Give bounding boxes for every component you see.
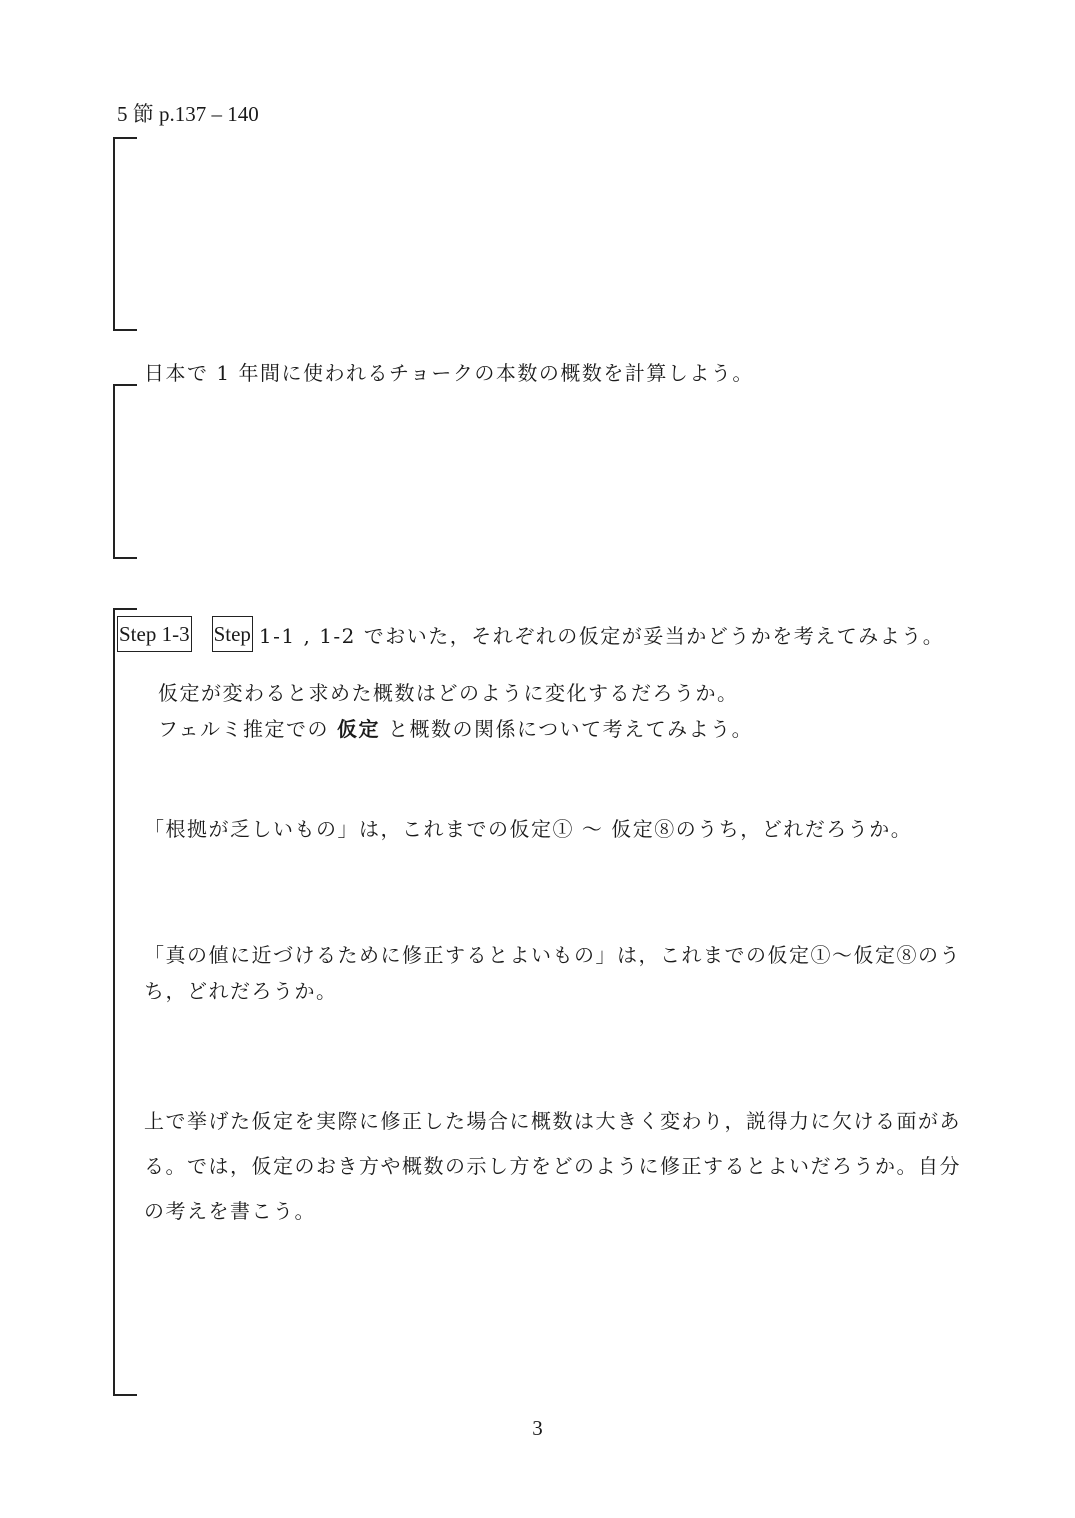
question-3: 上で挙げた仮定を実際に修正した場合に概数は大きく変わり，説得力に欠ける面がある。では，仮定のおき方や概数の示し方をどのように修正するとよいだろうか。自分の考えを書こう。 [144, 1109, 961, 1223]
question-2: 「真の値に近づけるために修正するとよいもの」は，これまでの仮定①～仮定⑧のうち，どれだろうか。 [144, 943, 961, 1003]
answer-bracket-1 [113, 137, 137, 331]
task-statement: 日本で 1 年間に使われるチョークの本数の概数を計算しよう。 [144, 361, 754, 385]
answer-bracket-3 [113, 608, 137, 1396]
hint-line-2-after: と概数の関係について考えてみよう。 [388, 717, 754, 741]
step-heading [117, 616, 944, 652]
step-label: Step 1-3 [117, 616, 192, 652]
answer-bracket-2 [113, 384, 137, 559]
step-text: 1-1 , 1-2 でおいた，それぞれの仮定が妥当かどうかを考えてみよう。 [258, 623, 945, 648]
step-ref-label: Step [212, 616, 253, 652]
hint-line-2 [158, 713, 753, 742]
hint-line-1: 仮定が変わると求めた概数はどのように変化するだろうか。 [158, 681, 739, 705]
page-number: 3 [532, 1416, 543, 1440]
question-1: 「根拠が乏しいもの」は，これまでの仮定① ～ 仮定⑧のうち，どれだろうか。 [144, 817, 913, 841]
hint-bold-word: 仮定 [337, 717, 380, 741]
hint-line-2-before: フェルミ推定での [158, 717, 329, 741]
section-reference: 5 節 p.137 – 140 [117, 102, 259, 126]
